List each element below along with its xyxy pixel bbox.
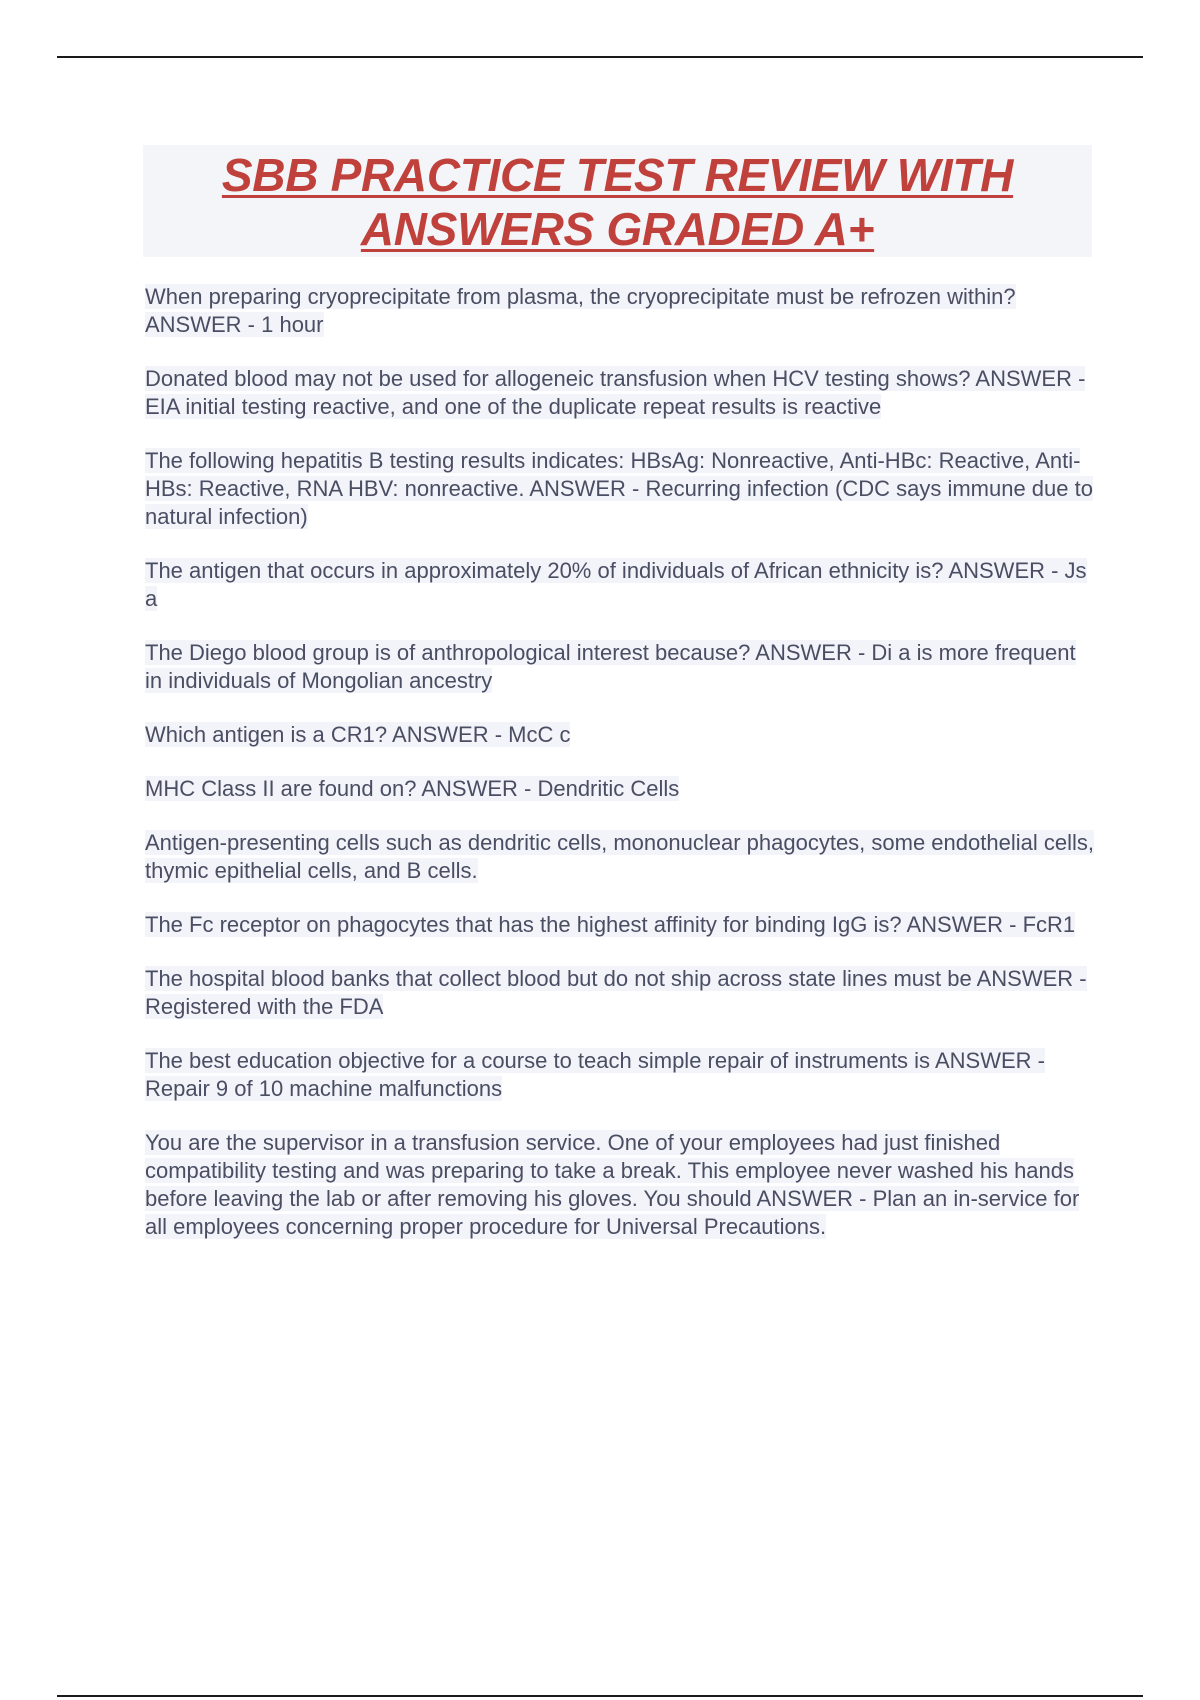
- qa-item: [145, 283, 1095, 339]
- qa-text: The antigen that occurs in approximately 20% of individuals of African ethnicity is? ANSWER - Js a: [145, 558, 1087, 611]
- qa-text: The Diego blood group is of anthropological interest because? ANSWER - Di a is more frequent in individuals of Mongolian ancestry: [145, 640, 1076, 693]
- qa-text: The Fc receptor on phagocytes that has the highest affinity for binding IgG is? ANSWER - FcR1: [145, 912, 1076, 937]
- qa-item: [145, 639, 1095, 695]
- qa-text: The following hepatitis B testing results indicates: HBsAg: Nonreactive, Anti-HBc: Reactive, Anti-HBs: Reactive, RNA HBV: nonreactive. ANSWER - Recurring infection (CDC says immune due to natural infection): [145, 448, 1093, 529]
- qa-text: The best education objective for a course to teach simple repair of instruments is ANSWER - Repair 9 of 10 machine malfunctions: [145, 1048, 1045, 1101]
- title-line-2: ANSWERS GRADED A+: [360, 203, 875, 255]
- qa-text: Which antigen is a CR1? ANSWER - McC c: [145, 722, 571, 747]
- qa-item: [145, 557, 1095, 613]
- qa-text: Donated blood may not be used for allogeneic transfusion when HCV testing shows? ANSWER - EIA initial testing reactive, and one of the duplicate repeat results is reactive: [145, 366, 1086, 419]
- qa-item: [145, 829, 1095, 885]
- title-line-1: SBB PRACTICE TEST REVIEW WITH: [221, 149, 1014, 201]
- qa-text: You are the supervisor in a transfusion service. One of your employees had just finished compatibility testing and was preparing to take a break. This employee never washed his hands before leaving the lab or after removing his gloves. You should ANSWER - Plan an in-service for all employees concerning proper procedure for Universal Precautions.: [145, 1130, 1080, 1239]
- qa-item: [145, 365, 1095, 421]
- qa-item: [145, 775, 1095, 803]
- qa-text: When preparing cryoprecipitate from plasma, the cryoprecipitate must be refrozen within? ANSWER - 1 hour: [145, 284, 1016, 337]
- qa-item: [145, 721, 1095, 749]
- bottom-rule: [57, 1695, 1143, 1697]
- qa-item: [145, 1129, 1095, 1241]
- title-block: [143, 145, 1092, 257]
- qa-text: The hospital blood banks that collect blood but do not ship across state lines must be ANSWER - Registered with the FDA: [145, 966, 1087, 1019]
- qa-item: [145, 911, 1095, 939]
- qa-text: MHC Class II are found on? ANSWER - Dendritic Cells: [145, 776, 680, 801]
- qa-item: [145, 1047, 1095, 1103]
- qa-item: [145, 965, 1095, 1021]
- top-rule: [57, 56, 1143, 58]
- qa-text: Antigen-presenting cells such as dendritic cells, mononuclear phagocytes, some endothelial cells, thymic epithelial cells, and B cells.: [145, 830, 1094, 883]
- qa-item: [145, 447, 1095, 531]
- qa-list: [145, 283, 1095, 1267]
